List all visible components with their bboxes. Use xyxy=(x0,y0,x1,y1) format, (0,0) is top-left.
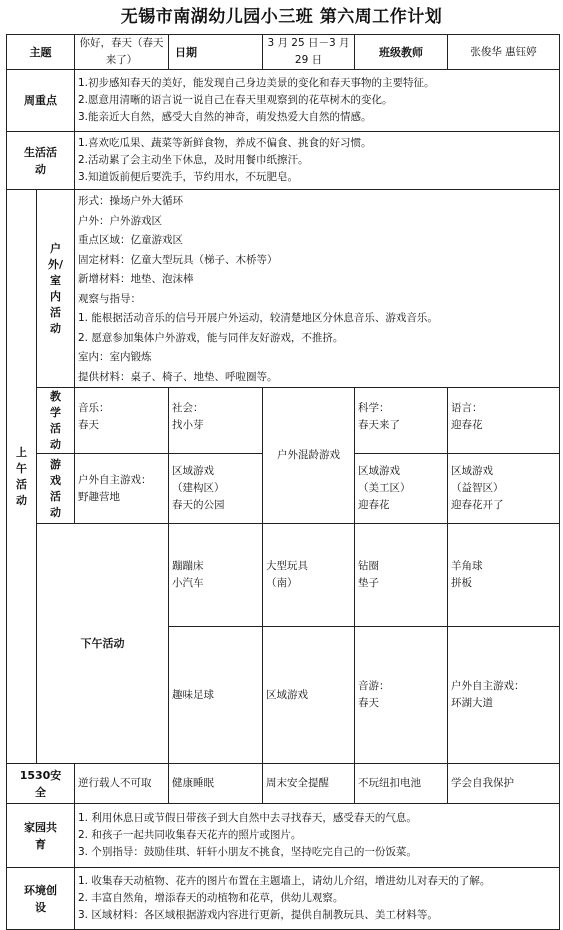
afternoon-line: （南） xyxy=(266,577,298,589)
theme-value: 你好，春天（春天来了） xyxy=(75,35,169,70)
afternoon-line: 区域游戏 xyxy=(266,688,308,701)
weekly-focus-item: 1.初步感知春天的美好，能发现自己身边美景的变化和春天事物的主要特征。 xyxy=(78,77,435,89)
game-line: （益智区） xyxy=(451,482,504,494)
afternoon-label: 下午活动 xyxy=(37,524,169,764)
game-line: （建构区） xyxy=(172,482,225,494)
game-cell xyxy=(355,454,448,524)
header-row xyxy=(7,35,560,70)
games-label: 游戏活动 xyxy=(37,454,75,524)
afternoon-line: 春天 xyxy=(358,697,379,709)
afternoon-cell xyxy=(448,627,560,764)
outdoor-line: 重点区域：亿童游戏区 xyxy=(78,234,183,246)
afternoon-cell xyxy=(263,627,355,764)
family-content xyxy=(75,804,560,868)
game-line: 迎春花开了 xyxy=(451,499,504,511)
afternoon-line: 音游： xyxy=(358,680,390,692)
teaching-cell xyxy=(75,388,169,454)
teacher-label: 班级教师 xyxy=(355,35,448,70)
teaching-name: 春天 xyxy=(78,419,99,431)
outdoor-line: 固定材料：亿童大型玩具（梯子、木桥等） xyxy=(78,253,278,266)
game-line: 迎春花 xyxy=(358,499,390,511)
weekly-plan-table xyxy=(6,34,560,930)
afternoon-row-1 xyxy=(7,524,560,627)
environment-label: 环境创设 xyxy=(7,868,75,930)
theme-label: 主题 xyxy=(7,35,75,70)
safety-item: 学会自我保护 xyxy=(448,764,560,804)
outdoor-label: 户外/室内活动 xyxy=(37,190,75,388)
game-line: 春天的公园 xyxy=(172,499,225,511)
outdoor-content xyxy=(75,190,560,388)
environment-item: 1. 收集春天动植物、花卉的图片布置在主题墙上，请幼儿介绍，增进幼儿对春天的了解。 xyxy=(78,875,491,887)
teacher-value: 张俊华 惠钰婷 xyxy=(448,35,560,70)
teaching-subject: 音乐： xyxy=(78,402,110,414)
environment-content xyxy=(75,868,560,930)
game-line: 区域游戏 xyxy=(451,465,493,477)
afternoon-cell xyxy=(169,627,263,764)
teaching-cell xyxy=(355,388,448,454)
game-cell xyxy=(169,454,263,524)
afternoon-line: 拼板 xyxy=(451,577,472,589)
teaching-subject: 社会： xyxy=(172,402,204,414)
safety-item: 健康睡眠 xyxy=(169,764,263,804)
morning-outdoor-row xyxy=(7,190,560,388)
afternoon-cell xyxy=(448,524,560,627)
game-line: 区域游戏 xyxy=(358,465,400,477)
afternoon-line: 垫子 xyxy=(358,577,379,589)
environment-item: 3. 区域材料：各区域根据游戏内容进行更新，提供自制教玩具、美工材料等。 xyxy=(78,909,438,921)
teaching-row xyxy=(7,388,560,454)
life-content xyxy=(75,132,560,190)
weekly-focus-item: 2.愿意用清晰的语言说一说自己在春天里观察到的花草树木的变化。 xyxy=(78,94,393,106)
outdoor-line: 形式：操场户外大循环 xyxy=(78,195,183,207)
life-item: 2.活动累了会主动坐下休息，及时用餐巾纸擦汗。 xyxy=(78,154,309,166)
afternoon-line: 户外自主游戏： xyxy=(451,680,525,692)
afternoon-line: 蹦蹦床 xyxy=(172,560,204,572)
afternoon-line: 环湖大道 xyxy=(451,697,493,709)
safety-item: 周末安全提醒 xyxy=(263,764,355,804)
afternoon-cell xyxy=(169,524,263,627)
teaching-cell xyxy=(448,388,560,454)
environment-item: 2. 丰富自然角，增添春天的动植物和花草，供幼儿观察。 xyxy=(78,892,344,904)
safety-label: 1530安全 xyxy=(7,764,75,804)
teaching-name: 春天来了 xyxy=(358,419,400,431)
life-label: 生活活动 xyxy=(7,132,75,190)
life-item: 3.知道饭前便后要洗手，节约用水，不玩肥皂。 xyxy=(78,171,299,183)
outdoor-line: 户外：户外游戏区 xyxy=(78,214,162,227)
mixed-age-game: 户外混龄游戏 xyxy=(263,388,355,524)
teaching-cell xyxy=(169,388,263,454)
family-label: 家园共育 xyxy=(7,804,75,868)
weekly-focus-label: 周重点 xyxy=(7,70,75,132)
page-title: 无锡市南湖幼儿园小三班 第六周工作计划 xyxy=(120,7,443,27)
game-cell xyxy=(75,454,169,524)
outdoor-line: 室内：室内锻炼 xyxy=(78,351,152,363)
afternoon-line: 小汽车 xyxy=(172,577,204,589)
weekly-focus-item: 3.能亲近大自然，感受大自然的神奇，萌发热爱大自然的情感。 xyxy=(78,111,372,123)
outdoor-line: 观察与指导： xyxy=(78,292,141,305)
outdoor-line: 新增材料：地垫、泡沫棒 xyxy=(78,273,194,285)
life-item: 1.喜欢吃瓜果、蔬菜等新鲜食物，养成不偏食、挑食的好习惯。 xyxy=(78,137,372,149)
morning-label: 上午活动 xyxy=(7,190,37,764)
family-item: 1. 利用休息日或节假日带孩子到大自然中去寻找春天，感受春天的气息。 xyxy=(78,812,417,824)
family-item: 3. 个别指导：鼓励佳琪、轩轩小朋友不挑食，坚持吃完自己的一份饭菜。 xyxy=(78,846,417,858)
weekly-focus-row xyxy=(7,70,560,132)
outdoor-line: 2. 愿意参加集体户外游戏，能与同伴友好游戏，不推挤。 xyxy=(78,331,344,344)
family-row xyxy=(7,804,560,868)
afternoon-line: 大型玩具 xyxy=(266,560,308,572)
environment-row xyxy=(7,868,560,930)
safety-row xyxy=(7,764,560,804)
family-item: 2. 和孩子一起共同收集春天花卉的照片或图片。 xyxy=(78,829,302,841)
teaching-name: 迎春花 xyxy=(451,419,483,431)
afternoon-line: 钻圈 xyxy=(358,560,379,572)
outdoor-line: 提供材料：桌子、椅子、地垫、呼啦圈等。 xyxy=(78,370,278,383)
afternoon-cell xyxy=(355,524,448,627)
game-cell xyxy=(448,454,560,524)
game-line: 区域游戏 xyxy=(172,465,214,477)
game-line: 户外自主游戏： xyxy=(78,473,152,486)
safety-item: 逆行载人不可取 xyxy=(75,764,169,804)
weekly-focus-content xyxy=(75,70,560,132)
teaching-subject: 科学： xyxy=(358,402,390,414)
teaching-subject: 语言： xyxy=(451,402,483,414)
teaching-name: 找小芽 xyxy=(172,419,204,431)
teaching-label: 教学活动 xyxy=(37,388,75,454)
date-label: 日期 xyxy=(169,35,263,70)
game-line: （美工区） xyxy=(358,482,411,494)
outdoor-line: 1. 能根据活动音乐的信号开展户外运动，较清楚地区分休息音乐、游戏音乐。 xyxy=(78,312,438,324)
safety-item: 不玩纽扣电池 xyxy=(355,764,448,804)
afternoon-cell xyxy=(263,524,355,627)
date-value: 3 月 25 日－3 月 29 日 xyxy=(263,35,355,70)
life-row xyxy=(7,132,560,190)
game-line: 野趣营地 xyxy=(78,490,120,503)
afternoon-line: 羊角球 xyxy=(451,560,483,572)
afternoon-line: 趣味足球 xyxy=(172,688,214,701)
afternoon-cell xyxy=(355,627,448,764)
